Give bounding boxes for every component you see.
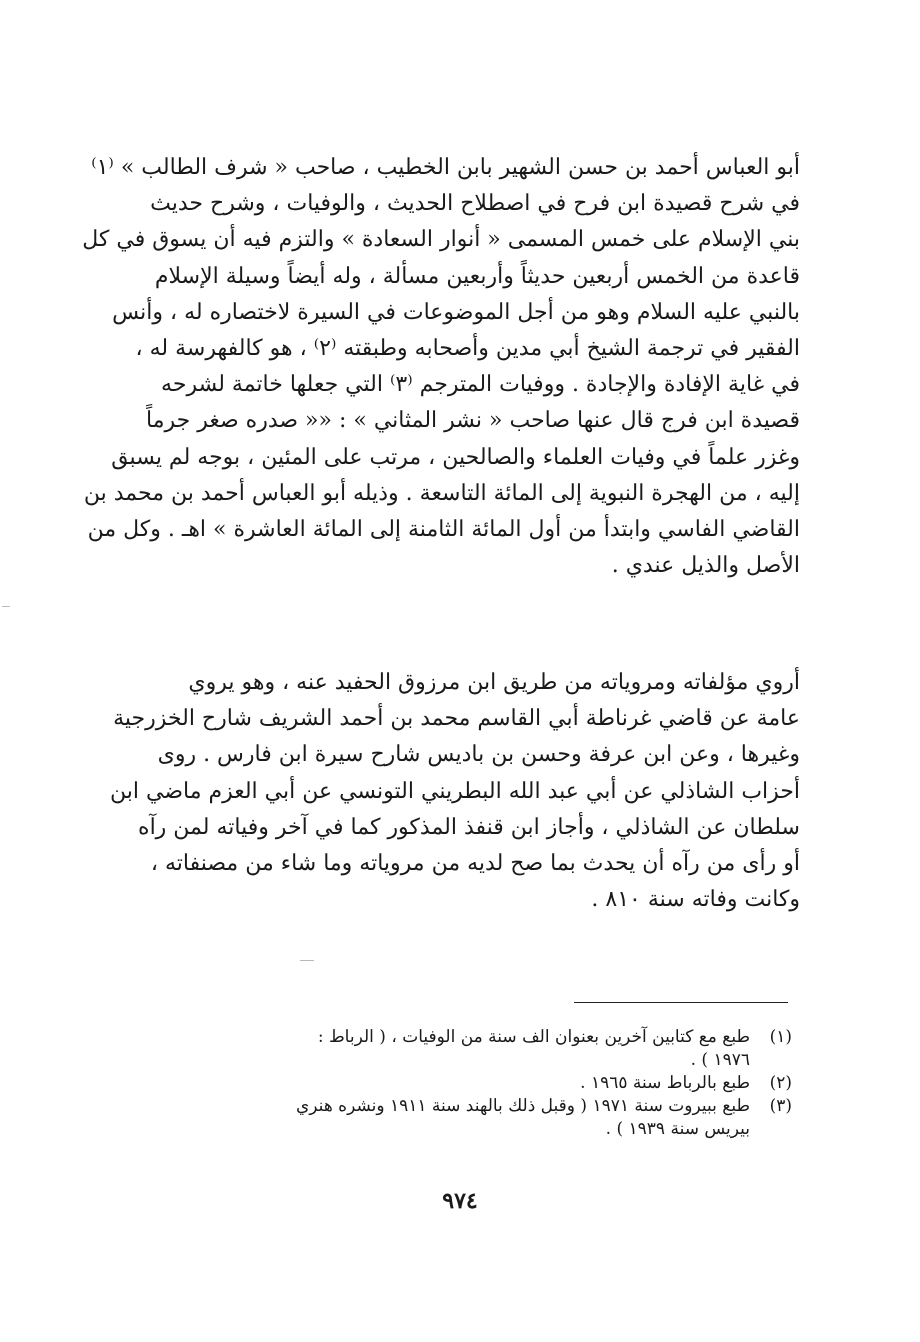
text-line: سلطان عن الشاذلي ، وأجاز ابن قنفذ المذكور كما في آخر وفياته لمن رآه: [138, 814, 800, 840]
text-line: أبو العباس أحمد بن حسن الشهير بابن الخطيب ، صاحب « شرف الطالب » ⁽١⁾: [91, 155, 800, 180]
scan-speck: [2, 606, 10, 607]
text-line: أروي مؤلفاته ومروياته من طريق ابن مرزوق الحفيد عنه ، وهو يروي: [188, 670, 800, 695]
text-line: قصيدة ابن فرج قال عنها صاحب « نشر المثاني » : «« صدره صغر جرماً: [146, 408, 800, 434]
text-line: وغيرها ، وعن ابن عرفة وحسن بن باديس شارح سيرة ابن فارس . روى: [157, 742, 800, 768]
text-line: إليه ، من الهجرة النبوية إلى المائة التاسعة . وذيله أبو العباس أحمد بن محمد بن: [83, 480, 800, 506]
footnote-line: طبع ببيروت سنة ١٩٧١ ( وقبل ذلك بالهند سنة ١٩١١ ونشره هنري: [296, 1096, 750, 1116]
footnote-1: [120, 1026, 792, 1072]
footnote-3: [120, 1095, 792, 1141]
body-paragraph-2: [110, 665, 800, 918]
footnote-number: (٣): [769, 1096, 792, 1116]
text-line: الأصل والذيل عندي .: [611, 553, 800, 579]
footnote-2: [120, 1072, 792, 1095]
text-line: قاعدة من الخمس أربعين حديثاً وأربعين مسألة ، وله أيضاً وسيلة الإسلام: [154, 263, 800, 289]
footnote-number: (١): [769, 1027, 792, 1047]
footnote-line: طبع مع كتابين آخرين بعنوان الف سنة من الوفيات ، ( الرباط :: [317, 1027, 750, 1047]
text-line: بني الإسلام على خمس المسمى « أنوار السعادة » والتزم فيه أن يسوق في كل: [82, 227, 800, 253]
footnote-separator: [574, 1002, 788, 1003]
text-line: عامة عن قاضي غرناطة أبي القاسم محمد بن أحمد الشريف شارح الخزرجية: [113, 706, 800, 732]
text-line: وكانت وفاته سنة ٨١٠ .: [591, 887, 800, 913]
body-paragraph-1: [82, 150, 800, 584]
footnote-text: [120, 1095, 750, 1141]
footnotes: [120, 1026, 792, 1141]
scan-speck: [300, 960, 314, 961]
footnote-number: (٢): [769, 1073, 792, 1093]
footnote-line: طبع بالرباط سنة ١٩٦٥ .: [580, 1073, 750, 1093]
text-line: أو رأى من رآه أن يحدث بما صح لديه من مروياته وما شاء من مصنفاته ،: [150, 850, 800, 876]
footnote-text: [120, 1072, 750, 1095]
text-line: القاضي الفاسي وابتدأ من أول المائة الثامنة إلى المائة العاشرة » اهـ . وكل من: [87, 516, 800, 542]
page-number: ٩٧٤: [442, 1188, 478, 1214]
text-line: وغزر علماً في وفيات العلماء والصالحين ، مرتب على المئين ، بوجه لم يسبق: [111, 444, 800, 470]
footnote-line: بيريس سنة ١٩٣٩ ) .: [605, 1119, 750, 1139]
footnote-text: [120, 1026, 750, 1072]
footnote-line: ١٩٧٦ ) .: [690, 1050, 750, 1070]
text-line: في غاية الإفادة والإجادة . ووفيات المترجم ⁽٣⁾ التي جعلها خاتمة لشرحه: [161, 372, 800, 398]
text-line: بالنبي عليه السلام وهو من أجل الموضوعات في السيرة لاختصاره له ، وأنس: [112, 299, 800, 325]
text-line: الفقير في ترجمة الشيخ أبي مدين وأصحابه وطبقته ⁽٢⁾ ، هو كالفهرسة له ،: [135, 335, 800, 361]
text-line: في شرح قصيدة ابن فرح في اصطلاح الحديث ، والوفيات ، وشرح حديث: [150, 191, 800, 217]
text-line: أحزاب الشاذلي عن أبي عبد الله البطريني التونسي عن أبي العزم ماضي ابن: [110, 778, 800, 804]
